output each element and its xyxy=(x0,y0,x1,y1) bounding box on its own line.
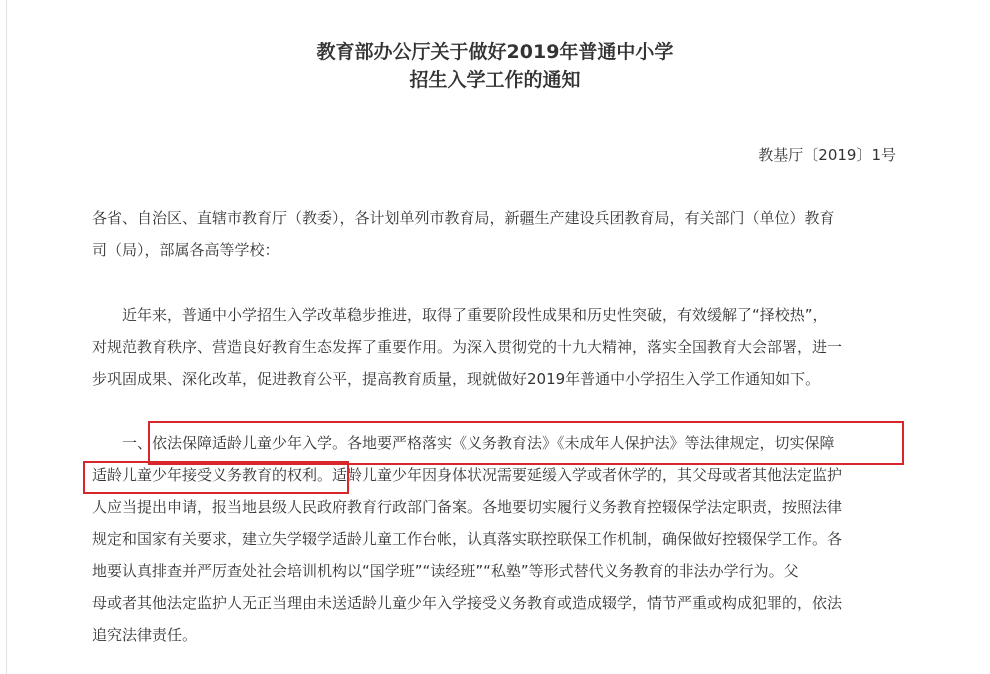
paragraph-1-line-1: 近年来，普通中小学招生入学改革稳步推进，取得了重要阶段性成果和历史性突破，有效缓解了“择校热”， xyxy=(122,306,828,324)
paragraph-2-line-4: 规定和国家有关要求，建立失学辍学适龄儿童工作台帐，认真落实联控联保工作机制，确保做好控辍保学工作。各 xyxy=(92,530,843,548)
document-title-line-1: 教育部办公厅关于做好2019年普通中小学 xyxy=(316,41,674,63)
paragraph-2-line-3: 人应当提出申请，报当地县级人民政府教育行政部门备案。各地要切实履行义务教育控辍保学法定职责，按照法律 xyxy=(92,498,843,516)
addressee-line-2: 司（局），部属各高等学校： xyxy=(92,241,280,259)
paragraph-2-line-1: 一、依法保障适龄儿童少年入学。各地要严格落实《义务教育法》《未成年人保护法》等法律规定，切实保障 xyxy=(122,434,835,452)
document-number: 教基厅〔2019〕1号 xyxy=(758,146,896,164)
paragraph-2-line-2: 适龄儿童少年接受义务教育的权利。适龄儿童少年因身体状况需要延缓入学或者休学的，其父母或者其他法定监护 xyxy=(92,466,843,484)
paragraph-1-line-3: 步巩固成果、深化改革，促进教育公平，提高教育质量，现就做好2019年普通中小学招生入学工作通知如下。 xyxy=(92,370,821,388)
paragraph-1-line-2: 对规范教育秩序、营造良好教育生态发挥了重要作用。为深入贯彻党的十九大精神，落实全国教育大会部署，进一 xyxy=(92,338,843,356)
paragraph-2-line-7: 追究法律责任。 xyxy=(92,626,198,644)
paragraph-2-line-6: 母或者其他法定监护人无正当理由未送适龄儿童少年入学接受义务教育或造成辍学，情节严重或构成犯罪的，依法 xyxy=(92,594,843,612)
paragraph-2-line-5: 地要认真排查并严厉查处社会培训机构以“国学班”“读经班”“私塾”等形式替代义务教育的非法办学行为。父 xyxy=(92,562,799,580)
addressee-line-1: 各省、自治区、直辖市教育厅（教委），各计划单列市教育局，新疆生产建设兵团教育局，有关部门（单位）教育 xyxy=(92,209,835,227)
document-title-line-2: 招生入学工作的通知 xyxy=(409,69,581,91)
